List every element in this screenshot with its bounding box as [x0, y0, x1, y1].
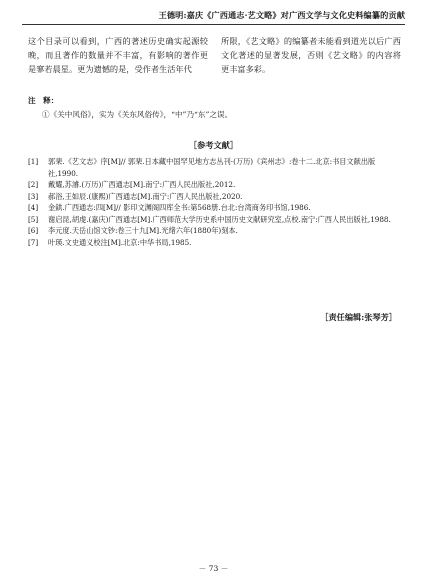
notes-section: [28, 94, 401, 121]
body-paragraph-left: 这个目录可以看到，广西的著述历史确实起源较晚，而且著作的数量并不丰富，有影响的著作更是寥若晨星。更为遗憾的是，受作者生活年代: [28, 36, 208, 74]
reference-item: [28, 191, 401, 203]
reference-text: 李元度.天岳山馆文钞:卷三十九[M].光绪六年(1880年)刻本.: [48, 226, 238, 235]
header-rule: [22, 24, 405, 25]
reference-item: [28, 202, 401, 214]
page-number: － 73 －: [198, 564, 229, 573]
reference-text: 金鉷.广西通志:四[M]// 影印文渊阁四库全书:第568册.台北:台湾商务印书馆,1986.: [48, 203, 311, 212]
body-column-left: [28, 34, 208, 76]
reference-item: [28, 237, 401, 249]
reference-number: [7]: [28, 237, 39, 247]
reference-text: 郝浴,王如辰.(康熙)广西通志[M].南宁:广西人民出版社,2020.: [48, 191, 243, 201]
references-title: ［参考文献］: [188, 140, 239, 150]
body-columns: [28, 34, 401, 76]
references-list: [28, 156, 401, 248]
reference-item: [28, 179, 401, 191]
reference-text: 叶瑛.文史通义校注[M].北京:中华书局,1985.: [48, 237, 192, 247]
reference-text: 戴耀,苏濬.(万历)广西通志[M].南宁:广西人民出版社,2012.: [48, 180, 236, 189]
reference-text: 郭棐.《艺文志》序[M]// 郭棐.日本藏中国罕见地方志丛刊·(万历)《宾州志》:卷十二.北京:书目文献出版社,1990.: [48, 157, 376, 178]
notes-title: 注 释：: [28, 96, 59, 105]
body-column-right: [221, 34, 401, 76]
reference-item: [28, 214, 401, 226]
body-paragraph-right: 所限，《艺文略》的编纂者未能看到道光以后广西文化著述的显著发展，否则《艺文略》的内容将更丰富多彩。: [221, 36, 401, 74]
reference-text: 谢启昆,胡虔.(嘉庆)广西通志[M].广西师范大学历史系中国历史文献研究室,点校.南宁:广西人民出版社,1988.: [48, 214, 391, 224]
reference-number: [6]: [28, 226, 39, 235]
reference-number: [3]: [28, 191, 39, 201]
note-item: ①《关中风俗》，实为《关东风俗传》，“中”乃“东”之误。: [42, 110, 233, 119]
running-header: 王德明:嘉庆《广西通志·艺文略》对广西文学与文化史料编纂的贡献: [158, 10, 405, 20]
reference-number: [4]: [28, 203, 39, 212]
reference-number: [5]: [28, 214, 39, 224]
reference-item: [28, 156, 401, 179]
reference-number: [1]: [28, 157, 39, 166]
responsible-editor: ［责任编辑:张琴芳］: [320, 312, 397, 322]
reference-item: [28, 225, 401, 237]
reference-number: [2]: [28, 180, 39, 189]
